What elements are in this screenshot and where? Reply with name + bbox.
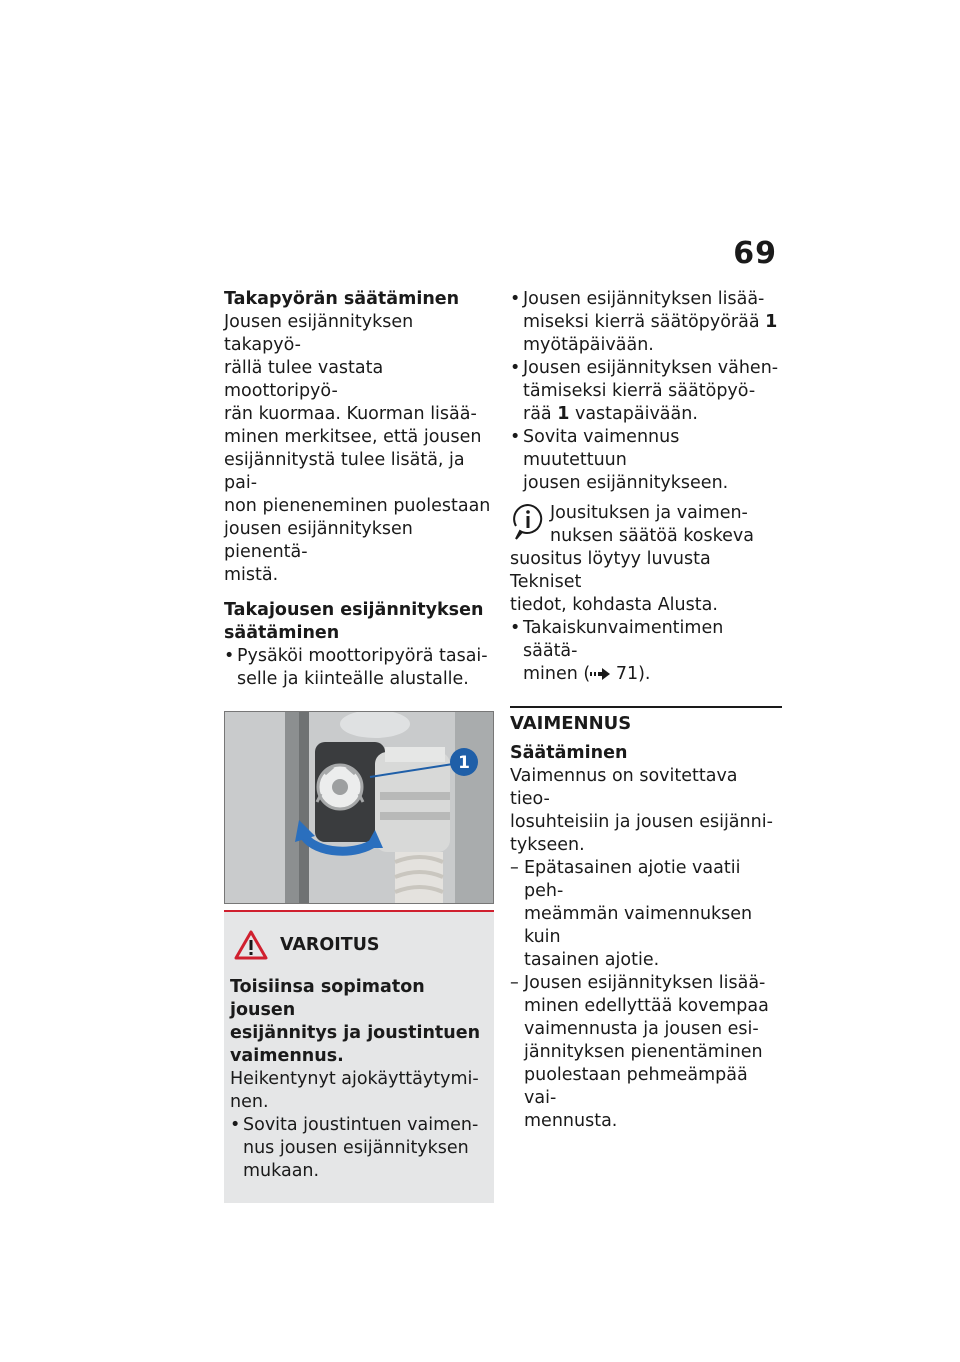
- section-title: VAIMENNUS: [510, 713, 632, 734]
- bullet-icon: •: [510, 289, 521, 309]
- list-item: • Sovita vaimennus muutettuun jousen esijännitykseen.: [510, 427, 729, 493]
- shock-absorber-photo: [224, 711, 494, 904]
- warning-box: [224, 910, 494, 1203]
- warning-triangle-icon: [234, 930, 268, 960]
- bullet-list: [510, 617, 782, 686]
- bullet-icon: •: [510, 358, 521, 378]
- list-item: • Sovita joustintuen vaimen- nus jousen esijännityksen mukaan.: [230, 1115, 479, 1181]
- dash-icon: –: [510, 973, 519, 993]
- callout-1-label: 1: [458, 753, 470, 773]
- bullet-list: [224, 645, 494, 691]
- list-item: • Jousen esijännityksen lisää- miseksi kierrä säätöpyörää 1 myötäpäivään.: [510, 289, 778, 355]
- list-item: – Epätasainen ajotie vaatii peh- meämmän vaimennuksen kuin tasainen ajotie.: [510, 858, 753, 970]
- arrow-ref-icon: [590, 668, 610, 680]
- reference-number: 1: [765, 312, 778, 332]
- list-item: • Takaiskunvaimentimen säätä- minen ( 71).: [510, 618, 724, 684]
- list-item: • Jousen esijännityksen vähen- tämiseksi kierrä säätöpyö- rää 1 vastapäivään.: [510, 358, 779, 424]
- page-number: 69: [733, 236, 777, 271]
- section-divider: [510, 706, 782, 708]
- left-column: [224, 288, 494, 1203]
- shock-absorber-illustration: [225, 712, 494, 904]
- subheading-adjustment: Säätäminen: [510, 743, 628, 763]
- bullet-icon: •: [230, 1115, 241, 1135]
- warning-title: VAROITUS: [280, 934, 380, 955]
- dash-list: [510, 857, 782, 1133]
- list-item: – Jousen esijännityksen lisää- minen edellyttää kovempaa vaimennusta ja jousen esi- jännityksen pienentäminen puolestaan pehmeämpää vai- mennusta.: [510, 973, 769, 1131]
- dash-icon: –: [510, 858, 519, 878]
- info-icon: [510, 502, 546, 542]
- right-column: [510, 288, 782, 1133]
- heading-rear-wheel-adjust: Takapyörän säätäminen: [224, 289, 460, 309]
- info-note: Jousituksen ja vaimen- nuksen säätöä koskeva suositus löytyy luvusta Tekniset tiedot, kohdasta Alusta.: [510, 503, 754, 615]
- damping-paragraph: Vaimennus on sovitettava tieo- losuhteisiin ja jousen esijänni- tykseen.: [510, 766, 773, 855]
- bullet-icon: •: [510, 427, 521, 447]
- bullet-icon: •: [510, 618, 521, 638]
- bullet-list: [510, 288, 782, 495]
- warning-action-list: [230, 1114, 486, 1183]
- bullet-icon: •: [224, 646, 235, 666]
- warning-summary: Toisiinsa sopimaton jousen esijännitys ja joustintuen vaimennus.: [230, 977, 481, 1066]
- warning-consequence: Heikentynyt ajokäyttäytymi- nen.: [230, 1069, 479, 1112]
- reference-number: 1: [557, 404, 570, 424]
- page-reference-link[interactable]: 71: [615, 664, 639, 684]
- intro-paragraph: Jousen esijännityksen takapyö- rällä tulee vastata moottoripyö- rän kuormaa. Kuorman lisää- minen merkitsee, että jousen esijännitystä tulee lisätä, ja pai- non pieneneminen puolestaan jousen esijännityksen pienentä- mistä.: [224, 312, 491, 585]
- heading-rear-spring-preload: Takajousen esijännityksen säätäminen: [224, 600, 484, 643]
- list-item: • Pysäköi moottoripyörä tasai- selle ja kiinteälle alustalle.: [224, 646, 488, 689]
